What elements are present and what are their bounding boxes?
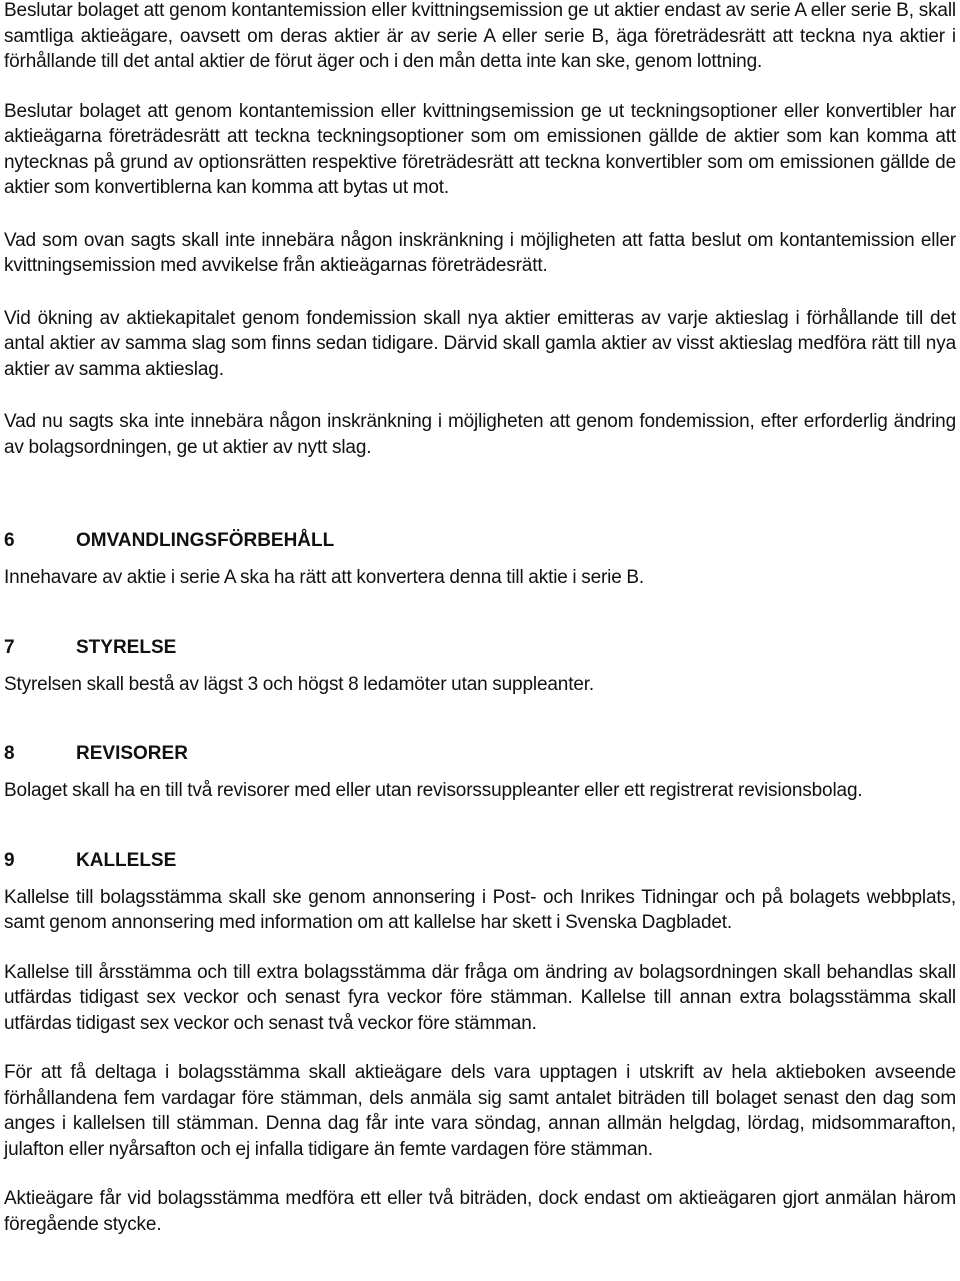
- section-heading-6: [4, 528, 956, 554]
- section-title: OMVANDLINGSFÖRBEHÅLL: [76, 530, 335, 551]
- section-heading-7: [4, 635, 956, 661]
- section-title: REVISORER: [76, 743, 188, 764]
- section-heading-8: [4, 741, 956, 767]
- section-title: STYRELSE: [76, 636, 177, 658]
- paragraph-intro-2: Beslutar bolaget att genom kontantemission eller kvittningsemission ge ut teckningsoptioner eller konvertibler har aktieägarna företrädesrätt att teckna teckningsoptioner som om emissionen gällde de aktier som kan komma att nytecknas på grund av optionsrätten respektive företrädesrätt att teckna konvertibler som om emissionen gällde de aktier som konvertiblerna kan komma att bytas ut mot.: [4, 100, 956, 198]
- paragraph-intro-4: Vid ökning av aktiekapitalet genom fondemission skall nya aktier emitteras av varje aktieslag i förhållande till det antal aktier av samma slag som finns sedan tidigare. Därvid skall gamla aktier av visst aktieslag medföra rätt till nya aktier av samma aktieslag.: [4, 307, 956, 380]
- section-7-paragraph: Styrelsen skall bestå av lägst 3 och högst 8 ledamöter utan suppleanter.: [4, 673, 594, 695]
- section-9-paragraph-1: Kallelse till bolagsstämma skall ske genom annonsering i Post- och Inrikes Tidningar och på bolagets webbplats, samt genom annonsering med information om att kallelse har skett i Svenska Dagbladet.: [4, 886, 956, 933]
- paragraph-intro-5: Vad nu sagts ska inte innebära någon inskränkning i möjligheten att genom fondemission, efter erforderlig ändring av bolagsordningen, ge ut aktier av nytt slag.: [4, 411, 956, 458]
- section-number: 6: [4, 530, 15, 551]
- section-heading-9: [4, 848, 956, 874]
- section-6-paragraph: Innehavare av aktie i serie A ska ha rätt att konvertera denna till aktie i serie B.: [4, 567, 645, 588]
- document-page: [4, 0, 956, 1237]
- section-number: 7: [4, 636, 15, 658]
- paragraph-intro-3: Vad som ovan sagts skall inte innebära någon inskränkning i möjligheten att fatta beslut om kontantemission eller kvittningsemission med avvikelse från aktieägarnas företrädesrätt.: [4, 229, 956, 276]
- section-title: KALLELSE: [76, 849, 177, 871]
- section-number: 9: [4, 849, 15, 871]
- section-9-paragraph-4: Aktieägare får vid bolagsstämma medföra ett eller två biträden, dock endast om aktieägaren gjort anmälan härom föregående stycke.: [4, 1188, 956, 1235]
- section-9-paragraph-2: Kallelse till årsstämma och till extra bolagsstämma där fråga om ändring av bolagsordningen skall behandlas skall utfärdas tidigast sex veckor och senast fyra veckor före stämman. Kallelse till annan extra bolagsstämma skall utfärdas tidigast sex veckor och senast två veckor före stämman.: [4, 961, 956, 1034]
- section-9-paragraph-3: För att få deltaga i bolagsstämma skall aktieägare dels vara upptagen i utskrift av hela aktieboken avseende förhållandena fem vardagar före stämman, dels anmäla sig samt antalet biträden till bolaget senast den dag som anges i kallelsen till stämman. Denna dag får inte vara söndag, annan allmän helgdag, lördag, midsommarafton, julafton eller nyårsafton och ej infalla tidigare än femte vardagen före stämman.: [4, 1062, 956, 1160]
- section-number: 8: [4, 743, 15, 764]
- paragraph-intro-1: Beslutar bolaget att genom kontantemission eller kvittningsemission ge ut aktier endast av serie A eller serie B, skall samtliga aktieägare, oavsett om deras aktier är av serie A eller serie B, äga företrädesrätt att teckna nya aktier i förhållande till det antal aktier de förut äger och i den mån detta inte kan ske, genom lottning.: [4, 0, 956, 72]
- section-8-paragraph: Bolaget skall ha en till två revisorer med eller utan revisorssuppleanter eller ett registrerat revisionsbolag.: [4, 780, 863, 801]
